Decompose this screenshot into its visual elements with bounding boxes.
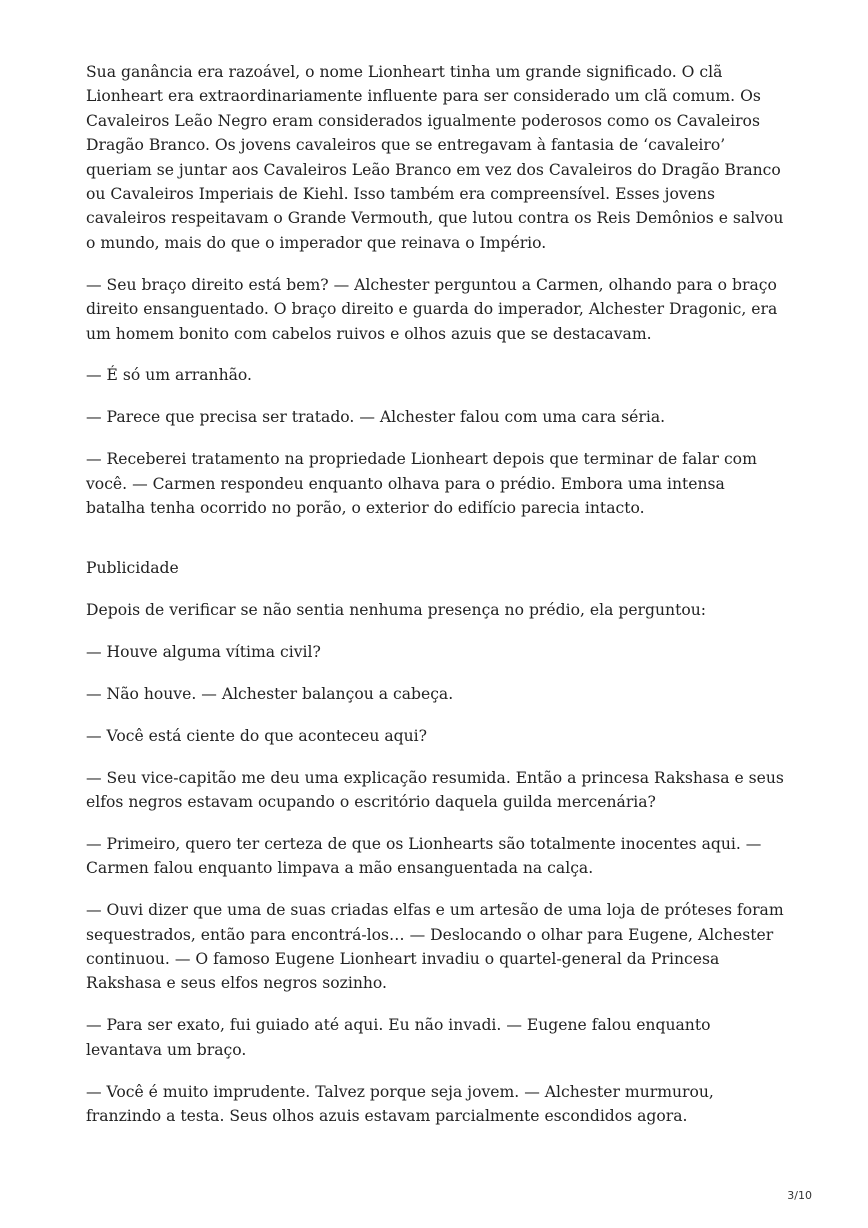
advertisement-label: Publicidade [86,558,179,577]
paragraph: — Você está ciente do que aconteceu aqui? [86,726,428,745]
paragraph: — Receberei tratamento na propriedade Lionheart depois que terminar de falar com você. — Carmen respondeu enquanto olhava para o prédio. Embora uma intensa batalha tenha ocorrido no porão, o exterior do edifício parecia intacto. [86,450,757,518]
page-number: 3/10 [787,1189,812,1202]
paragraph: — Você é muito imprudente. Talvez porque seja jovem. — Alchester murmurou, franzindo a testa. Seus olhos azuis estavam parcialmente escondidos agora. [86,1082,714,1125]
paragraph: Depois de verificar se não sentia nenhuma presença no prédio, ela perguntou: [86,600,707,619]
paragraph: — É só um arranhão. [86,366,252,385]
paragraph: — Houve alguma vítima civil? [86,642,321,661]
paragraph: — Primeiro, quero ter certeza de que os Lionhearts são totalmente inocentes aqui. — Carmen falou enquanto limpava a mão ensanguentada na calça. [86,834,762,878]
paragraph: — Ouvi dizer que uma de suas criadas elfas e um artesão de uma loja de próteses foram sequestrados, então para encontrá-los… — Deslocando o olhar para Eugene, Alchester continuou. — O famoso Eugene Lionheart invadiu o quartel-general da Princesa Rakshasa e seus elfos negros sozinho. [86,901,784,993]
paragraph: Sua ganância era razoável, o nome Lionheart tinha um grande significado. O clã Lionheart era extraordinariamente influente para ser considerado um clã comum. Os Cavaleiros Leão Negro eram considerados igualmente poderosos como os Cavaleiros Dragão Branco. Os jovens cavaleiros que se entregavam à fantasia de ‘cavaleiro’ queriam se juntar aos Cavaleiros Leão Branco em vez dos Cavaleiros do Dragão Branco ou Cavaleiros Imperiais de Kiehl. Isso também era compreensível. Esses jovens cavaleiros respeitavam o Grande Vermouth, que lutou contra os Reis Demônios e salvou o mundo, mais do que o imperador que reinava o Império. [86,63,784,252]
paragraph: — Seu vice-capitão me deu uma explicação resumida. Então a princesa Rakshasa e seus elfos negros estavam ocupando o escritório daquela guilda mercenária? [86,768,784,811]
paragraph: — Não houve. — Alchester balançou a cabeça. [86,684,454,703]
paragraph: — Para ser exato, fui guiado até aqui. Eu não invadi. — Eugene falou enquanto levantava um braço. [86,1016,711,1059]
paragraph: — Parece que precisa ser tratado. — Alchester falou com uma cara séria. [86,408,666,427]
paragraph: — Seu braço direito está bem? — Alchester perguntou a Carmen, olhando para o braço direito ensanguentado. O braço direito e guarda do imperador, Alchester Dragonic, era um homem bonito com cabelos ruivos e olhos azuis que se destacavam. [86,275,778,343]
document-body [86,60,786,1146]
